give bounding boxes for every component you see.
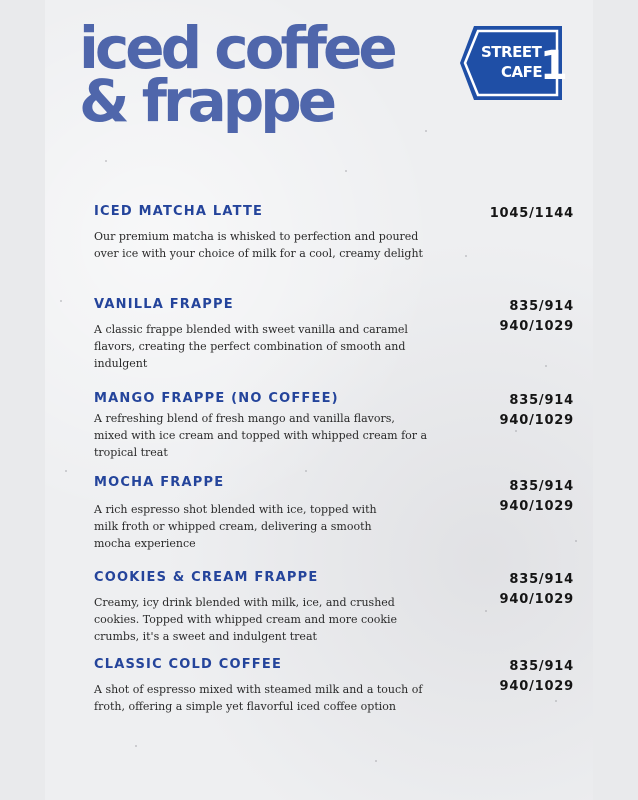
price-value: 940/1029 <box>499 592 574 607</box>
item-price <box>490 204 574 224</box>
price-value: 835/914 <box>509 299 574 314</box>
menu-item <box>94 570 574 650</box>
item-description: Our premium matcha is whisked to perfection and poured over ice with your choice of milk for a cool, creamy delight <box>94 230 423 260</box>
price-value: 835/914 <box>509 479 574 494</box>
page-title <box>79 14 394 135</box>
item-description: Creamy, icy drink blended with milk, ice, and crushed cookies. Topped with whipped cream and more cookie crumbs, it's a sweet and indulgent treat <box>94 596 398 643</box>
menu-item <box>94 475 574 555</box>
item-price <box>500 657 574 697</box>
menu-item <box>94 204 574 284</box>
price-value: 940/1029 <box>499 319 574 334</box>
item-price <box>500 297 574 337</box>
logo-word-street: STREET <box>481 43 542 61</box>
title-line-2: & frappe <box>79 67 334 135</box>
price-value: 835/914 <box>509 393 574 408</box>
logo-number: 1 <box>540 43 568 89</box>
item-price <box>500 477 574 517</box>
item-price <box>500 570 574 610</box>
item-name: CLASSIC COLD COFFEE <box>94 657 283 672</box>
price-value: 835/914 <box>509 659 574 674</box>
logo-word-cafe: CAFE <box>501 63 543 81</box>
item-name: MOCHA FRAPPE <box>94 475 225 490</box>
menu-page <box>45 0 593 800</box>
price-value: 940/1029 <box>499 499 574 514</box>
price-value: 1045/1144 <box>489 206 574 221</box>
street-cafe-logo <box>460 26 568 100</box>
price-value: 940/1029 <box>499 679 574 694</box>
price-value: 835/914 <box>509 572 574 587</box>
item-description: A rich espresso shot blended with ice, topped with milk froth or whipped cream, delivering a smooth mocha experience <box>94 503 377 550</box>
menu-item <box>94 657 574 727</box>
item-name: ICED MATCHA LATTE <box>94 204 264 219</box>
menu-item <box>94 391 574 471</box>
item-description: A refreshing blend of fresh mango and vanilla flavors, mixed with ice cream and topped with whipped cream for a tropical treat <box>94 412 428 459</box>
item-name: VANILLA FRAPPE <box>94 297 234 312</box>
title-line-1: iced coffee <box>79 14 394 82</box>
item-name: MANGO FRAPPE (NO COFFEE) <box>94 391 339 406</box>
item-price <box>500 391 574 431</box>
item-description: A classic frappe blended with sweet vanilla and caramel flavors, creating the perfect combination of smooth and indulgent <box>94 323 408 370</box>
menu-item <box>94 297 574 377</box>
item-name: COOKIES & CREAM FRAPPE <box>94 570 319 585</box>
item-description: A shot of espresso mixed with steamed milk and a touch of froth, offering a simple yet flavorful iced coffee option <box>94 683 423 713</box>
price-value: 940/1029 <box>499 413 574 428</box>
